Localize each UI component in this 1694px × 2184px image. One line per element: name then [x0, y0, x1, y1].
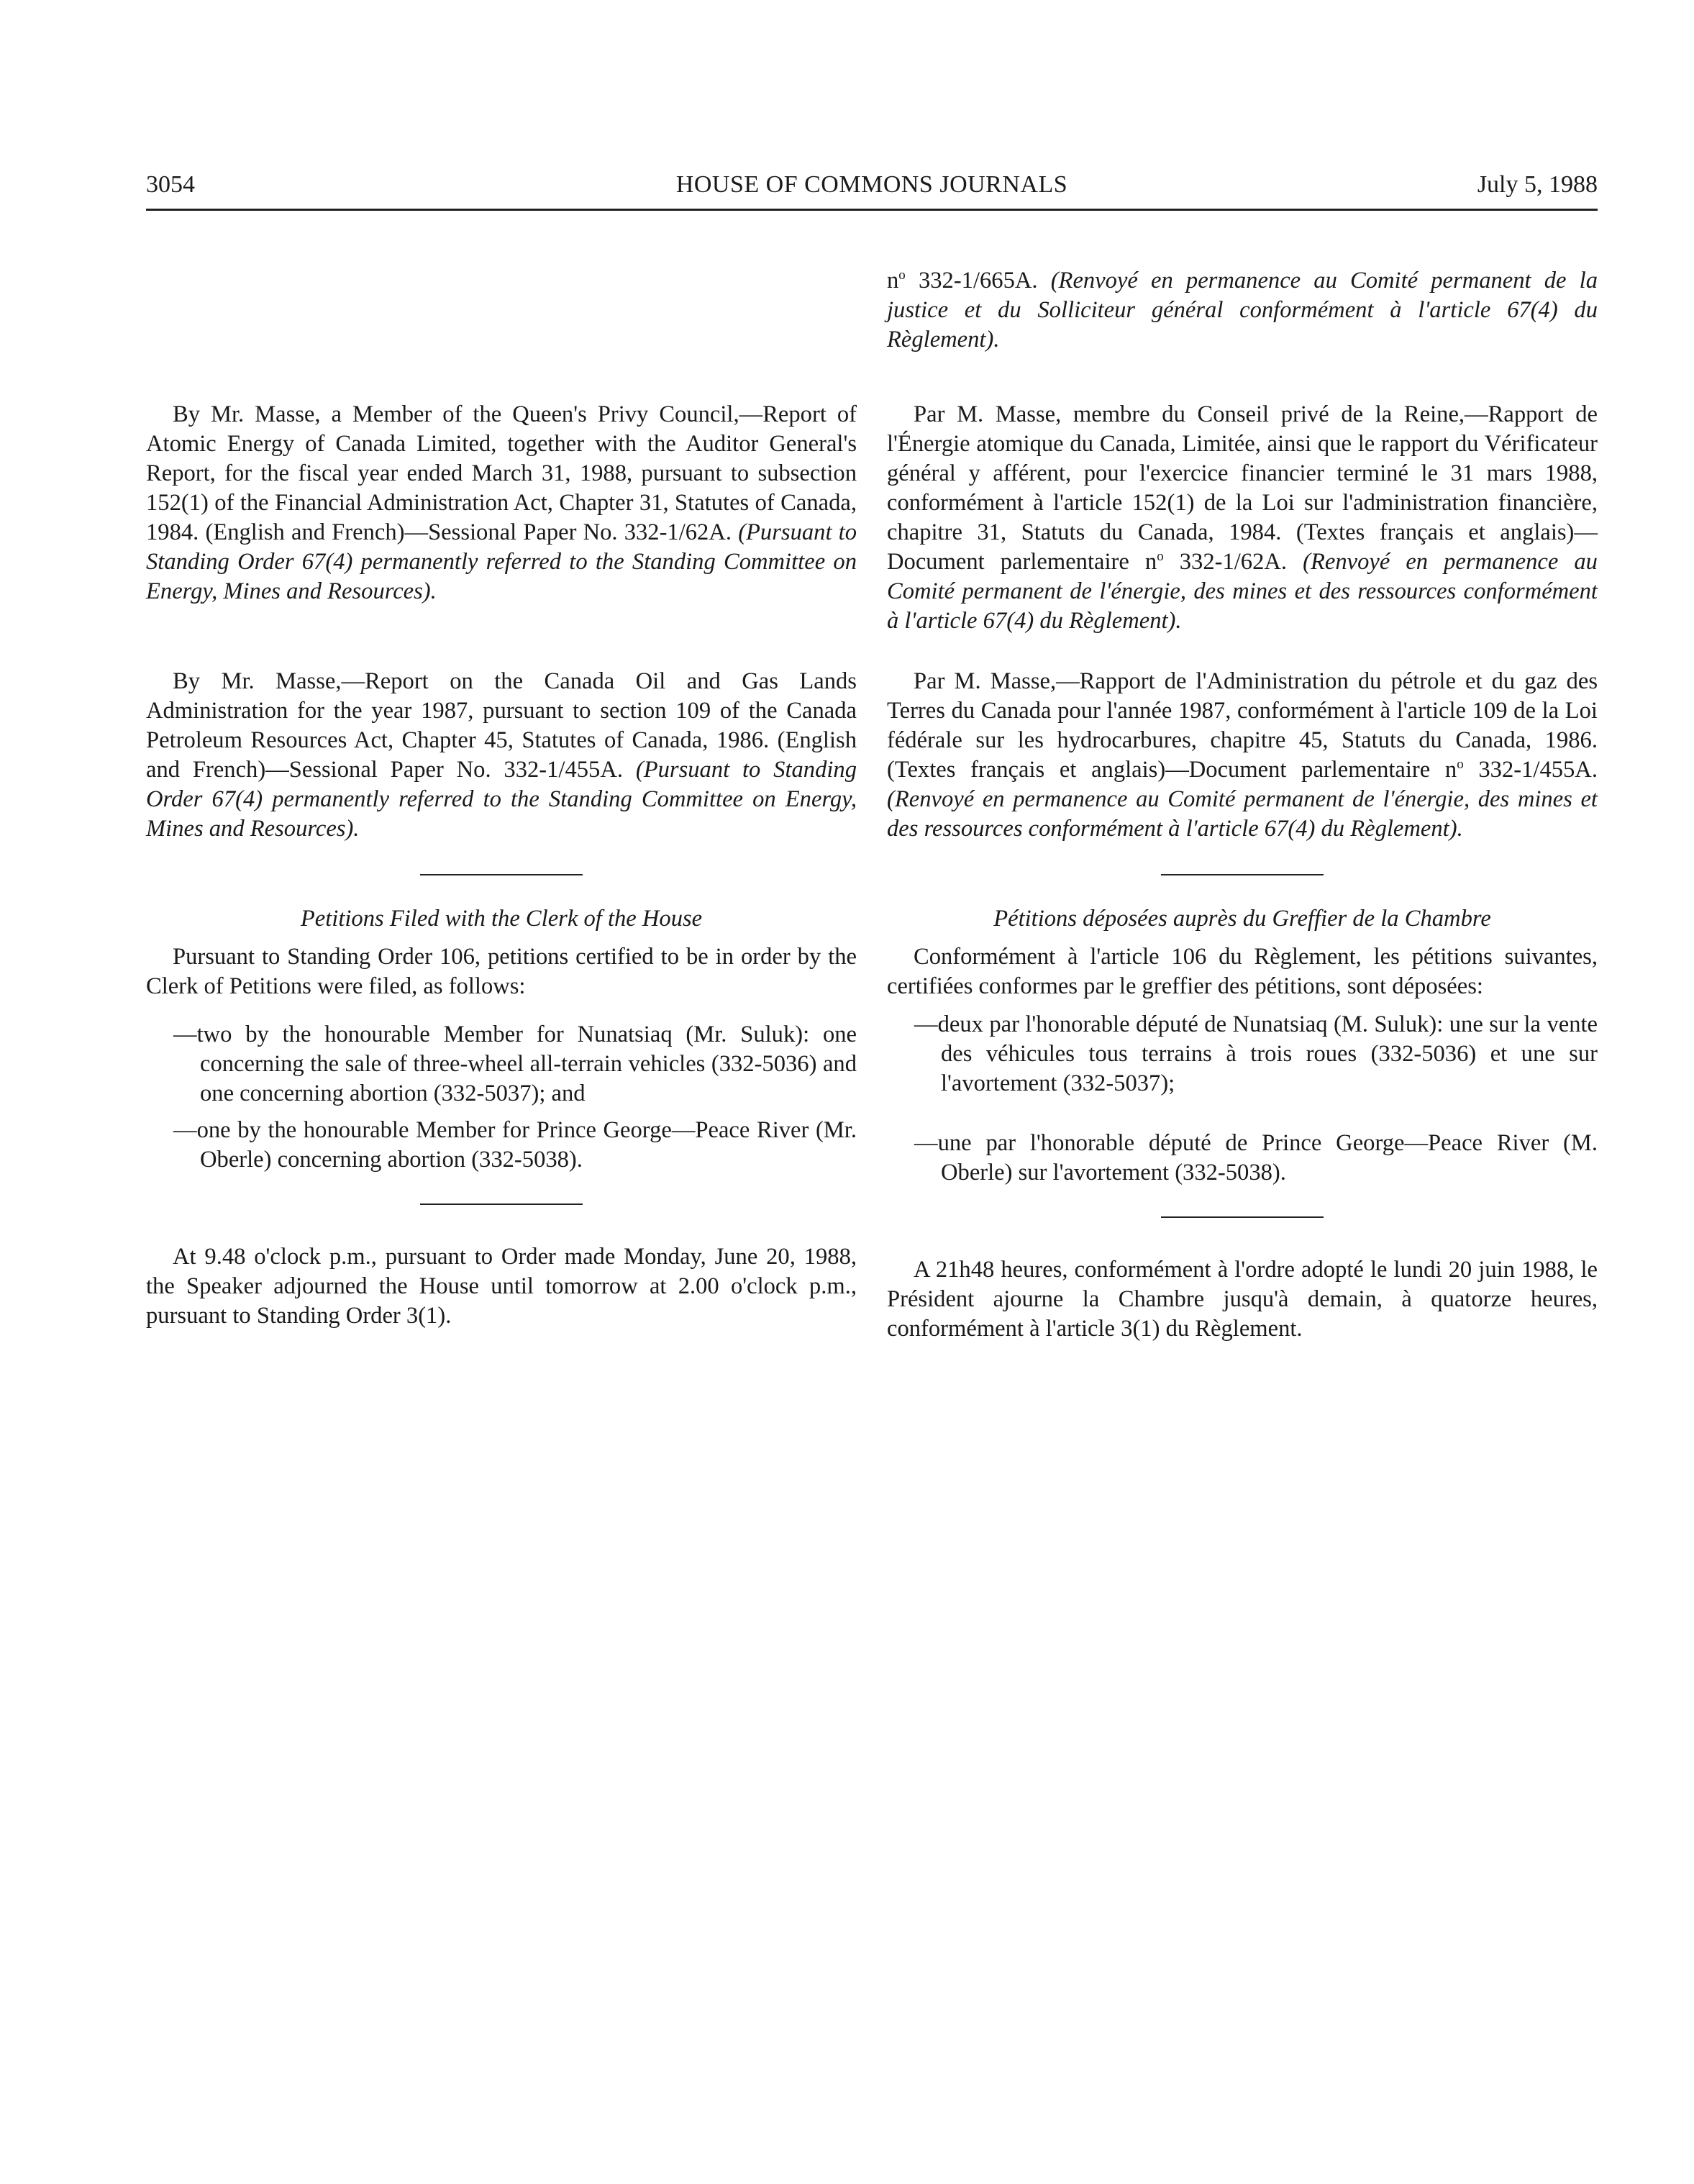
masse-aecl-report-paragraph: By Mr. Masse, a Member of the Queen's Privy Council,—Report of Atomic Energy of Canada Limited, together with the Auditor General's Report, for the fiscal year ended March 31, 1988, pursuant to subsection 152(1) of the Financial Administration Act, Chapter 31, Statutes of Canada, 1984. (English and French)—Sessional Paper No. 332-1/62A. (Pursuant to Standing Order 67(4) permanently referred to the Standing Committee on Energy, Mines and Resources).: [146, 401, 857, 604]
adjournment-paragraph: A 21h48 heures, conformément à l'ordre adopté le lundi 20 juin 1988, le Président ajourne la Chambre jusqu'à demain, à quatorze heures, conformément à l'article 3(1) du Règlement.: [887, 1257, 1598, 1342]
journal-title: HOUSE OF COMMONS JOURNALS: [675, 171, 1068, 198]
french-column: [887, 266, 1598, 1344]
page-number: 3054: [146, 171, 195, 198]
petitions-heading: Pétitions déposées auprès du Greffier de la Chambre: [993, 906, 1491, 932]
petitions-heading: Petitions Filed with the Clerk of the House: [300, 906, 703, 932]
masse-apgtc-rapport-paragraph: Par M. Masse,—Rapport de l'Administration du pétrole et du gaz des Terres du Canada pour l'année 1987, conformément à l'article 109 de la Loi fédérale sur les hydrocarbures, chapitre 45, Statuts du Canada, 1986. (Textes français et anglais)—Document parlementaire $n^o$ 332-1/455A. (Renvoyé en permanence au Comité permanent de l'énergie, des mines et des ressources conformément à l'article 67(4) du Règlement).: [887, 668, 1598, 842]
journal-date: July 5, 1988: [1477, 171, 1598, 198]
referral-note: (Pursuant to Standing Order 67(4) permanently referred to the Standing Committee on Energy, Mines and Resources).: [146, 757, 857, 842]
referral-note: (Renvoyé en permanence au Comité permanent de la justice et du Solliciteur général conformément à l'article 67(4) du Règlement).: [887, 268, 1598, 352]
header-rule: [146, 209, 1598, 211]
petition-item: —deux par l'honorable député de Nunatsiaq (M. Suluk): une sur la vente des véhicules tous terrains à trois roues (332-5036) et une sur l'avortement (332-5037);: [914, 1011, 1598, 1096]
page-header: [146, 167, 1598, 207]
english-column: [146, 266, 857, 1331]
referral-note: (Pursuant to Standing Order 67(4) permanently referred to the Standing Committee on Energy, Mines and Resources).: [146, 519, 857, 604]
continued-paragraph: $n^o$ 332-1/665A. (Renvoyé en permanence au Comité permanent de la justice et du Solliciteur général conformément à l'article 67(4) du Règlement).: [887, 268, 1598, 352]
masse-eacl-rapport-paragraph: Par M. Masse, membre du Conseil privé de la Reine,—Rapport de l'Énergie atomique du Canada, Limitée, ainsi que le rapport du Vérificateur général y afférent, pour l'exercice financier terminé le 31 mars 1988, conformément à l'article 152(1) de la Loi sur l'administration financière, chapitre 31, Statuts du Canada, 1984. (Textes français et anglais)—Document parlementaire $n^o$ 332-1/62A. (Renvoyé en permanence au Comité permanent de l'énergie, des mines et des ressources conformément à l'article 67(4) du Règlement).: [887, 401, 1598, 634]
referral-note: (Renvoyé en permanence au Comité permanent de l'énergie, des mines et des ressources conformément à l'article 67(4) du Règlement).: [887, 549, 1598, 634]
petitions-intro: Pursuant to Standing Order 106, petitions certified to be in order by the Clerk of Petitions were filed, as follows:: [146, 944, 857, 999]
petition-item: —une par l'honorable député de Prince George—Peace River (M. Oberle) sur l'avortement (332-5038).: [914, 1130, 1598, 1186]
petitions-intro: Conformément à l'article 106 du Règlement, les pétitions suivantes, certifiées conformes par le greffier des pétitions, sont déposées:: [887, 944, 1598, 999]
masse-cogla-report-paragraph: By Mr. Masse,—Report on the Canada Oil and Gas Lands Administration for the year 1987, pursuant to section 109 of the Canada Petroleum Resources Act, Chapter 45, Statutes of Canada, 1986. (English and French)—Sessional Paper No. 332-1/455A. (Pursuant to Standing Order 67(4) permanently referred to the Standing Committee on Energy, Mines and Resources).: [146, 668, 857, 842]
petition-item: —one by the honourable Member for Prince George—Peace River (Mr. Oberle) concerning abortion (332-5038).: [173, 1117, 857, 1173]
petition-item: —two by the honourable Member for Nunatsiaq (Mr. Suluk): one concerning the sale of three-wheel all-terrain vehicles (332-5036) and one concerning abortion (332-5037); and: [173, 1022, 857, 1106]
adjournment-paragraph: At 9.48 o'clock p.m., pursuant to Order made Monday, June 20, 1988, the Speaker adjourned the House until tomorrow at 2.00 o'clock p.m., pursuant to Standing Order 3(1).: [146, 1244, 857, 1329]
referral-note: (Renvoyé en permanence au Comité permanent de l'énergie, des mines et des ressources conformément à l'article 67(4) du Règlement).: [887, 786, 1598, 842]
